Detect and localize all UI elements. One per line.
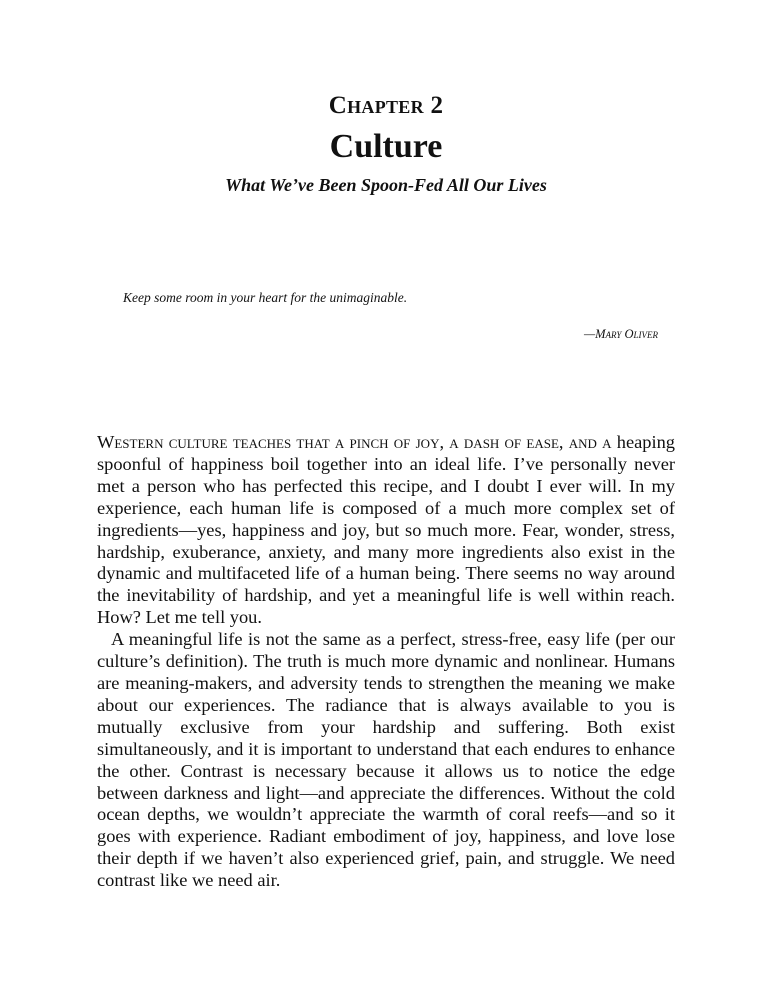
epigraph-attribution: —Mary Oliver [583, 327, 658, 341]
chapter-label: Chapter 2 [328, 92, 444, 119]
paragraph-lead-in: Western culture teaches that a pinch of joy, a dash of ease, and a [97, 432, 612, 452]
paragraph-1-text: heaping spoonful of happiness boil together into an ideal life. I’ve personally never met a person who has perfected this recipe, and I doubt I ever will. In my experience, each human life is composed of a much more complex set of ingredients—yes, happiness and joy, but so much more. Fear, wonder, stress, hardship, exuberance, anxiety, and many more ingredients also exist in the dynamic and multifaceted life of a human being. There seems no way around the inevitability of hardship, and yet a meaningful life is well within reach. How? Let me tell you. [97, 432, 675, 628]
body-paragraph-1 [97, 432, 675, 629]
body-paragraph-2: A meaningful life is not the same as a perfect, stress-free, easy life (per our culture’s definition). The truth is much more dynamic and nonlinear. Humans are meaning-makers, and adversity tends to strengthen the meaning we make about our experiences. The radiance that is always available to you is mutually exclusive from your hardship and suffering. Both exist simultaneously, and it is important to understand that each endures to enhance the other. Contrast is necessary because it allows us to notice the edge between darkness and light—and appreciate the differences. Without the cold ocean depths, we wouldn’t appreciate the warmth of coral reefs—and so it goes with experience. Radiant embodiment of joy, happiness, and love lose their depth if we haven’t also experienced grief, pain, and struggle. We need contrast like we need air. [97, 629, 675, 891]
chapter-title: Culture [329, 128, 443, 165]
chapter-body [97, 432, 675, 892]
chapter-subtitle: What We’ve Been Spoon-Fed All Our Lives [225, 175, 547, 195]
epigraph-quote: Keep some room in your heart for the unimaginable. [123, 290, 408, 305]
